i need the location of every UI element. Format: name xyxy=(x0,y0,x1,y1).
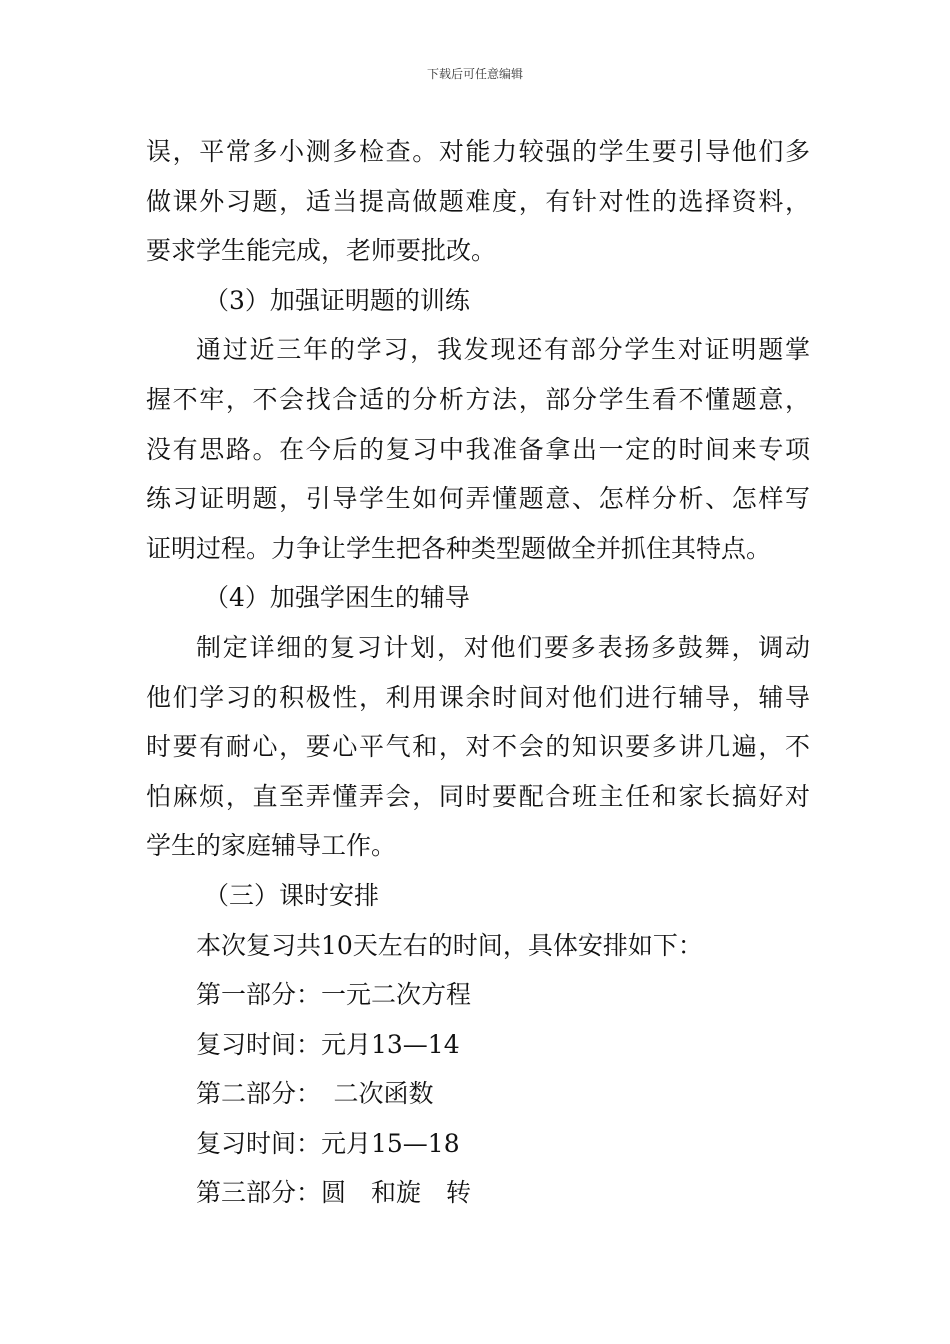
page-header-note: 下载后可任意编辑 xyxy=(426,67,523,81)
paragraph-line: 误，平常多小测多检查。对能力较强的学生要引导他们多 xyxy=(146,137,810,166)
paragraph-line: 通过近三年的学习，我发现还有部分学生对证明题掌 xyxy=(196,335,810,365)
paragraph-line: 怕麻烦，直至弄懂弄会，同时要配合班主任和家长搞好对 xyxy=(146,781,810,811)
schedule-part: 第三部分：圆 和旋 转 xyxy=(196,1178,472,1208)
paragraph-line: 握不牢，不会找合适的分析方法，部分学生看不懂题意， xyxy=(146,384,810,414)
paragraph-line: 制定详细的复习计划，对他们要多表扬多鼓舞，调动 xyxy=(196,632,810,662)
paragraph-line: 没有思路。在今后的复习中我准备拿出一定的时间来专项 xyxy=(146,434,810,464)
paragraph-line: 学生的家庭辅导工作。 xyxy=(146,831,397,861)
schedule-part: 第一部分：一元二次方程 xyxy=(196,980,472,1010)
paragraph-line: 练习证明题，引导学生如何弄懂题意、怎样分析、怎样写 xyxy=(146,484,810,514)
paragraph-line: 时要有耐心，要心平气和，对不会的知识要多讲几遍，不 xyxy=(146,732,810,762)
schedule-time: 复习时间：元月13—14 xyxy=(196,1029,460,1059)
paragraph-line: 要求学生能完成，老师要批改。 xyxy=(146,236,497,266)
schedule-time: 复习时间：元月15—18 xyxy=(196,1128,460,1158)
document-body xyxy=(146,127,810,1218)
paragraph-line: 证明过程。力争让学生把各种类型题做全并抓住其特点。 xyxy=(146,533,772,563)
paragraph-line: 做课外习题，适当提高做题难度，有针对性的选择资料， xyxy=(146,186,810,216)
section-heading: （三）课时安排 xyxy=(204,880,380,910)
section-heading: （4）加强学困生的辅导 xyxy=(204,583,470,613)
section-heading: （3）加强证明题的训练 xyxy=(204,285,470,315)
schedule-part: 第二部分： 二次函数 xyxy=(196,1079,434,1109)
paragraph-line: 他们学习的积极性，利用课余时间对他们进行辅导，辅导 xyxy=(146,682,810,712)
paragraph-line: 本次复习共10天左右的时间，具体安排如下： xyxy=(196,930,703,960)
